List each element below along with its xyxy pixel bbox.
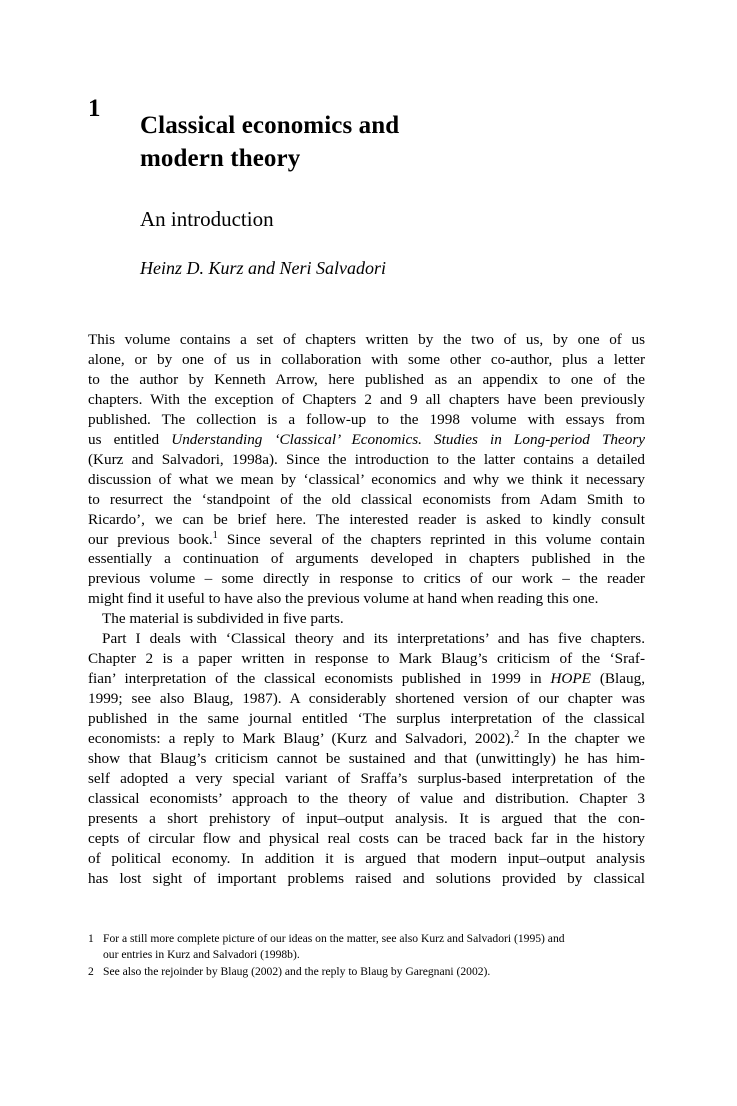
text-line: published. The collection is a follow-up to the 1998 volume with essays from xyxy=(88,410,645,428)
text-line: essentially a continuation of arguments developed in chapters published in the xyxy=(88,550,645,568)
text-line: discussion of what we mean by ‘classical’ economics and why we think it necessary xyxy=(88,470,645,488)
book-title-italic: Understanding ‘Classical’ Economics. Studies in Long-period Theory xyxy=(171,430,645,448)
text-line-italic-journal xyxy=(88,669,645,689)
text-line: (Kurz and Salvadori, 1998a). Since the introduction to the latter contains a detailed xyxy=(88,450,645,468)
text-line-with-footnote-ref xyxy=(88,530,645,550)
chapter-title-row xyxy=(88,92,648,192)
footnote-area xyxy=(88,931,645,980)
footnote-ref-2[interactable]: 2 xyxy=(514,729,520,740)
text-run: us entitled xyxy=(88,430,172,448)
text-line: presents a short prehistory of input–output analysis. It is argued that the con- xyxy=(88,809,645,827)
journal-title-italic: HOPE xyxy=(550,670,591,688)
text-line xyxy=(88,609,645,629)
text-line: classical economists’ approach to the theory of value and distribution. Chapter 3 xyxy=(88,789,645,807)
text-line: to resurrect the ‘standpoint of the old classical economists from Adam Smith to xyxy=(88,490,645,508)
page-title xyxy=(140,109,399,175)
text-line: of political economy. In addition it is argued that modern input–output analysis xyxy=(88,849,645,867)
footnote-text-line: our entries in Kurz and Salvadori (1998b). xyxy=(103,948,300,962)
text-line: 1999; see also Blaug, 1987). A considerably shortened version of our chapter was xyxy=(88,690,645,708)
text-line: Ricardo’, we can be brief here. The interested reader is asked to kindly consult xyxy=(88,510,645,528)
text-line-italic-title xyxy=(88,430,645,450)
text-line: cepts of circular flow and physical real costs can be traced back far in the history xyxy=(88,829,645,847)
text-run: (Blaug, xyxy=(590,670,645,688)
text-run: our previous book. xyxy=(88,530,213,548)
text-run: In the chapter we xyxy=(519,730,645,748)
footnote-text-line: For a still more complete picture of our ideas on the matter, see also Kurz and Salvadori (1995) and xyxy=(103,932,565,945)
footnote-2 xyxy=(88,964,645,980)
chapter-subtitle: An introduction xyxy=(140,206,274,231)
chapter-number: 1 xyxy=(88,95,101,122)
text-line: chapters. With the exception of Chapters 2 and 9 all chapters have been previously xyxy=(88,390,645,408)
text-line: might find it useful to have also the previous volume at hand when reading this one. xyxy=(88,590,599,608)
text-run: Since several of the chapters reprinted in this volume contain xyxy=(217,530,645,548)
text-line: Chapter 2 is a paper written in response to Mark Blaug’s criticism of the ‘Sraf- xyxy=(88,650,645,668)
footnote-number: 2 xyxy=(88,964,94,978)
text-line: previous volume – some directly in response to critics of our work – the reader xyxy=(88,570,645,588)
chapter-heading xyxy=(88,92,648,280)
text-run: Part I deals with ‘Classical theory and its interpretations’ and has five chapters. xyxy=(102,630,645,648)
footnote-text-line: See also the rejoinder by Blaug (2002) and the reply to Blaug by Garegnani (2002). xyxy=(103,964,491,978)
text-line: self adopted a very special variant of Sraffa’s surplus-based interpretation of the xyxy=(88,769,645,787)
text-run: fian’ interpretation of the classical economists published in 1999 in xyxy=(88,670,551,688)
footnote-ref-1[interactable]: 1 xyxy=(212,529,218,541)
text-line-with-footnote-ref xyxy=(88,729,645,749)
paragraph-3 xyxy=(88,629,645,888)
paragraph-2 xyxy=(88,609,645,629)
chapter-title-line-2: modern theory xyxy=(140,144,301,172)
text-line: show that Blaug’s criticism cannot be sustained and that (unwittingly) he has him- xyxy=(88,750,645,768)
text-line xyxy=(88,629,645,649)
text-line: alone, or by one of us in collaboration with some other co-author, plus a letter xyxy=(88,350,645,368)
text-line: to the author by Kenneth Arrow, here published as an appendix to one of the xyxy=(88,370,645,388)
text-line: This volume contains a set of chapters written by the two of us, by one of us xyxy=(88,331,645,348)
chapter-authors: Heinz D. Kurz and Neri Salvadori xyxy=(140,257,387,278)
text-line: has lost sight of important problems raised and solutions provided by classical xyxy=(88,869,645,887)
footnote-1 xyxy=(88,931,645,964)
text-line: published in the same journal entitled ‘The surplus interpretation of the classical xyxy=(88,710,645,728)
footnote-number: 1 xyxy=(88,932,94,945)
chapter-title-line-1: Classical economics and xyxy=(140,111,400,139)
body-text xyxy=(88,330,645,889)
paragraph-1 xyxy=(88,330,645,609)
text-run: economists: a reply to Mark Blaug’ (Kurz and Salvadori, 2002). xyxy=(88,730,515,748)
text-run: The material is subdivided in five parts. xyxy=(102,610,344,628)
